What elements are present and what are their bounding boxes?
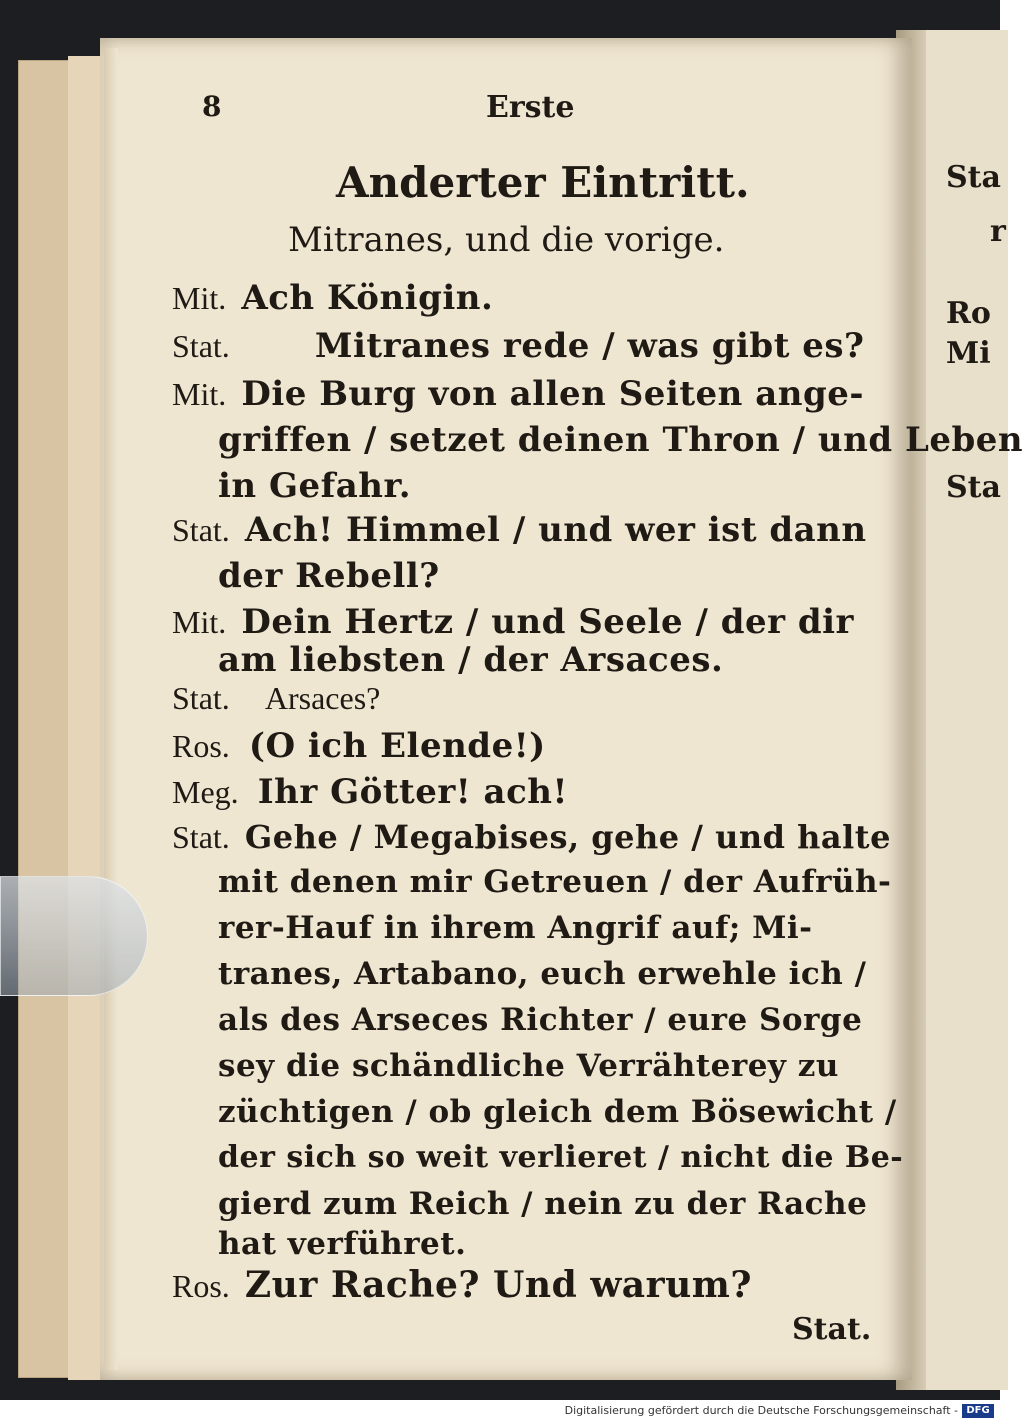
facing-fragment: Mi: [946, 336, 991, 371]
speaker-label: Mit.: [172, 604, 227, 640]
line-text: Ach! Himmel / und wer ist dann: [244, 510, 867, 550]
catchword: Stat.: [792, 1312, 872, 1347]
line-text: Gehe / Megabises, gehe / und halte: [244, 818, 891, 856]
speaker-label: Meg.: [172, 774, 239, 810]
speaker-label: Ros.: [172, 728, 230, 764]
text-line: [172, 772, 568, 812]
scene-heading: Anderter Eintritt.: [336, 158, 750, 207]
scene-subheading: Mitranes, und die vorige.: [288, 220, 725, 260]
speaker-label: Stat.: [172, 680, 230, 716]
facing-fragment: Sta: [946, 160, 1001, 195]
line-text: griffen / setzet deinen Thron / und Leben: [218, 420, 1023, 460]
line-text: sey die schändliche Verrähterey zu: [218, 1048, 839, 1084]
text-line: [172, 278, 493, 318]
text-line: [172, 726, 546, 766]
line-text: Arsaces?: [264, 680, 381, 716]
line-text: Ach Königin.: [241, 278, 494, 318]
line-text: züchtigen / ob gleich dem Bösewicht /: [218, 1094, 897, 1130]
line-text: der Rebell?: [218, 556, 440, 596]
page-number: 8: [202, 90, 222, 123]
page-clamp: [0, 876, 148, 996]
page-edge: [104, 48, 118, 1370]
line-text: hat verführet.: [218, 1226, 467, 1262]
line-text: Mitranes rede / was gibt es?: [314, 326, 865, 366]
speaker-label: Mit.: [172, 280, 227, 316]
speaker-label: Stat.: [172, 328, 230, 364]
line-text: Die Burg von allen Seiten ange-: [241, 374, 864, 414]
line-text: mit denen mir Getreuen / der Aufrüh-: [218, 864, 892, 900]
facing-fragment: Sta: [946, 470, 1001, 505]
text-line: [172, 510, 867, 550]
line-text: der sich so weit verlieret / nicht die Be-: [218, 1140, 904, 1175]
line-text: (O ich Elende!): [248, 726, 546, 766]
line-text: tranes, Artabano, euch erwehle ich /: [218, 956, 867, 992]
text-line: [172, 818, 891, 856]
text-line: [172, 374, 864, 414]
text-line: [172, 602, 854, 642]
speaker-label: Ros.: [172, 1268, 230, 1304]
facing-fragment: r: [990, 214, 1006, 249]
line-text: als des Arseces Richter / eure Sorge: [218, 1002, 863, 1038]
line-text: Zur Rache? Und warum?: [244, 1264, 752, 1306]
line-text: gierd zum Reich / nein zu der Rache: [218, 1186, 868, 1222]
line-text: Dein Hertz / und Seele / der dir: [241, 602, 854, 642]
footer-credit: [0, 1400, 1000, 1422]
facing-fragment: Ro: [946, 296, 991, 331]
dfg-logo: DFG: [962, 1404, 994, 1418]
line-text: rer-Hauf in ihrem Angrif auf; Mi-: [218, 910, 813, 946]
line-text: Ihr Götter! ach!: [257, 772, 568, 812]
speaker-label: Mit.: [172, 376, 227, 412]
facing-page: [918, 30, 1008, 1390]
text-line: [172, 326, 864, 366]
speaker-label: Stat.: [172, 512, 230, 548]
line-text: am liebsten / der Arsaces.: [218, 640, 724, 680]
speaker-label: Stat.: [172, 819, 230, 855]
credit-text: Digitalisierung gefördert durch die Deutsche Forschungsgemeinschaft -: [564, 1404, 958, 1417]
line-text: in Gefahr.: [218, 466, 412, 506]
running-head: Erste: [486, 90, 575, 125]
text-line: [172, 1264, 752, 1306]
text-line: [172, 680, 380, 717]
